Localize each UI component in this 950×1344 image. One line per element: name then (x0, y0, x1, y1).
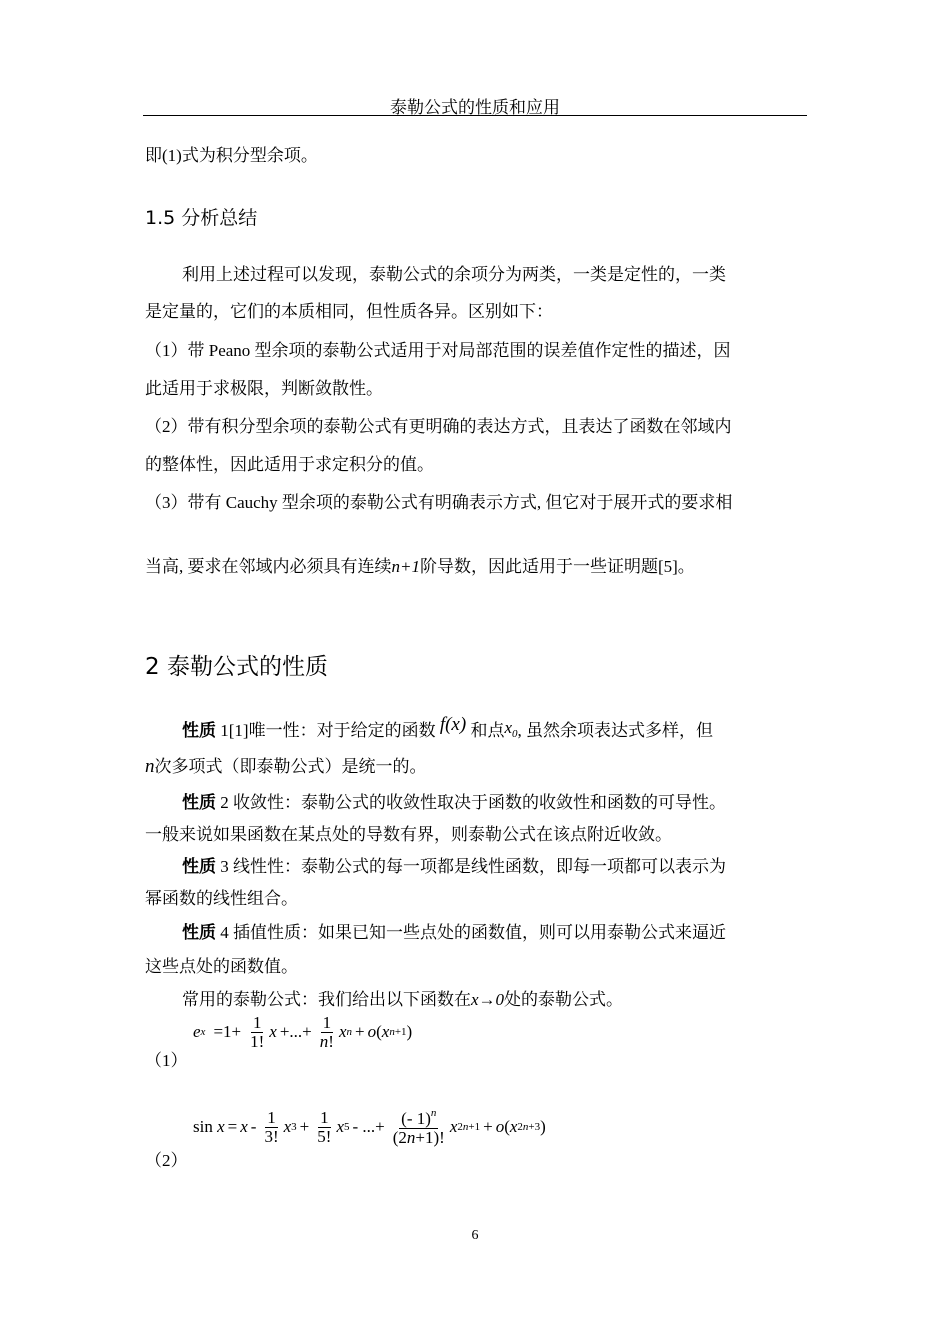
list-item-3-line-2 (145, 552, 695, 577)
formula-1-exp-taylor: e x =1+ $\frac{1}{1!}$ x +...+ $\frac{1}{n!}$ x n + o ( x n+1 ) (193, 1013, 413, 1051)
text-segment: 阶导数，因此适用于一些证明题[5]。 (419, 557, 695, 576)
property-number: 4 (216, 923, 233, 942)
property-3-line-2: 幂函数的线性组合。 (145, 889, 298, 908)
intro-line: 即(1)式为积分型余项。 (145, 146, 318, 165)
list-item-2-line: （2）带有积分型余项的泰勒公式有更明确的表达方式，且表达了函数在邻域内 (145, 417, 732, 436)
formula-1-label: （1） (145, 1051, 188, 1070)
formula-2-label: （2） (145, 1151, 188, 1170)
list-item-2-line: 的整体性，因此适用于求定积分的值。 (145, 455, 434, 474)
property-number: 1[1] (216, 721, 249, 740)
paragraph-line: 利用上述过程可以发现，泰勒公式的余项分为两类，一类是定性的，一类 (182, 265, 726, 284)
math-x-to-0: x→0 (471, 990, 505, 1009)
property-label: 性质 (182, 721, 216, 740)
page-number: 6 (471, 1228, 479, 1243)
property-1-line-1 (182, 716, 713, 743)
property-1-line-2 (145, 752, 427, 778)
math-n: n (145, 756, 155, 777)
property-4-line-2: 这些点处的函数值。 (145, 957, 298, 976)
section-heading-2: 2 泰勒公式的性质 (145, 654, 328, 680)
text-segment: 次多项式（即泰勒公式）是统一的。 (154, 757, 427, 776)
math-x: x (504, 718, 512, 737)
text-segment: 当高, 要求在邻域内必须具有连续 (145, 557, 392, 576)
list-item-1-line: （1）带 Peano 型余项的泰勒公式适用于对局部范围的误差值作定性的描述，因 (145, 341, 731, 360)
list-item-3-line: （3）带有 Cauchy 型余项的泰勒公式有明确表示方式, 但它对于展开式的要求相 (145, 493, 733, 512)
math-n-plus-1: n+1 (391, 557, 420, 576)
text-segment: 和点 (470, 721, 505, 740)
text-segment: , 虽然余项表达式多样，但 (517, 721, 713, 740)
property-number: 3 (216, 857, 233, 876)
property-label: 性质 (182, 857, 216, 876)
math-x0 (504, 718, 518, 740)
formula-2-sin-taylor: sin x = x - $\frac{1}{3!}$ x 3 + $\frac{1}{5!}$ x 5 - ...+ $\frac{(- 1)^n}{(2n+1)!}$ x 2n+1 + o ( x 2n+3 ) (193, 1107, 546, 1147)
property-3-line-1 (182, 852, 726, 877)
text-segment: 常用的泰勒公式：我们给出以下函数在 (182, 990, 471, 1009)
paragraph-line: 是定量的，它们的本质相同，但性质各异。区别如下： (145, 302, 553, 321)
property-label: 性质 (182, 793, 216, 812)
property-2-line-2: 一般来说如果函数在某点处的导数有界，则泰勒公式在该点附近收敛。 (145, 825, 672, 844)
text-segment: 唯一性：对于给定的函数 (248, 721, 436, 740)
list-item-1-line: 此适用于求极限，判断敛散性。 (145, 379, 383, 398)
math-subscript: 0 (512, 728, 518, 740)
property-number: 2 (216, 793, 233, 812)
text-segment: 插值性质：如果已知一些点处的函数值，则可以用泰勒公式来逼近 (233, 923, 726, 942)
text-segment: 线性性：泰勒公式的每一项都是线性函数，即每一项都可以表示为 (233, 857, 726, 876)
text-segment: 收敛性：泰勒公式的收敛性取决于函数的收敛性和函数的可导性。 (233, 793, 726, 812)
math-f-of-x: f(x) (439, 714, 467, 735)
text-segment: 处的泰勒公式。 (504, 990, 624, 1009)
header-rule (143, 115, 807, 116)
property-label: 性质 (182, 923, 216, 942)
property-4-line-1 (182, 918, 726, 943)
page-header-title: 泰勒公式的性质和应用 (390, 98, 560, 117)
section-heading-1-5: 1.5 分析总结 (145, 207, 258, 229)
property-2-line-1 (182, 788, 726, 813)
common-formulas-line (182, 985, 623, 1010)
